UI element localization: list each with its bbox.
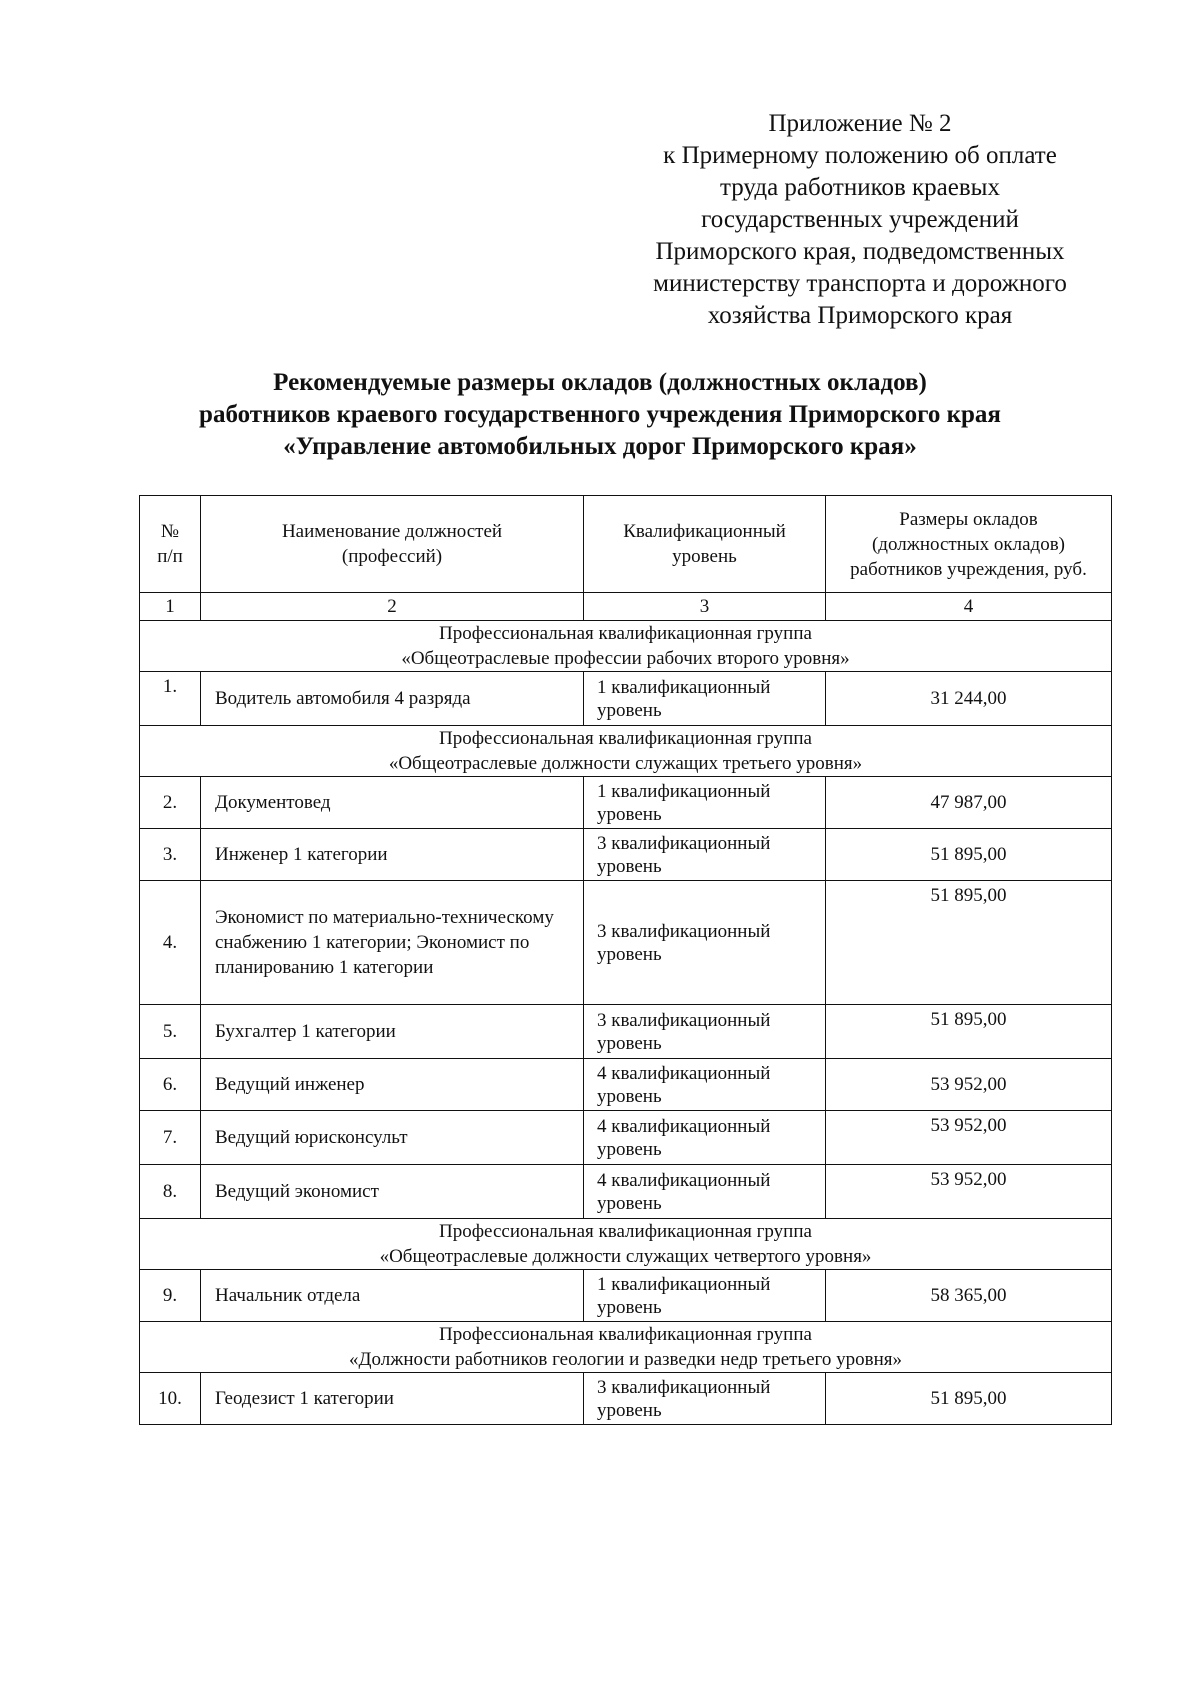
table-row xyxy=(140,1165,1112,1219)
table-row xyxy=(140,829,1112,881)
row-level xyxy=(584,1373,826,1425)
row-salary: 51 895,00 xyxy=(826,1373,1112,1425)
row-num: 6. xyxy=(140,1059,201,1111)
row-level-line: уровень xyxy=(597,1296,662,1318)
row-num: 3. xyxy=(140,829,201,881)
row-salary: 47 987,00 xyxy=(826,777,1112,829)
group-title xyxy=(140,621,1112,672)
header-level-line: уровень xyxy=(672,546,737,567)
row-num: 2. xyxy=(140,777,201,829)
row-level-line: уровень xyxy=(597,855,662,877)
row-salary: 51 895,00 xyxy=(826,1005,1112,1059)
table-row xyxy=(140,1373,1112,1425)
row-name: Документовед xyxy=(201,777,584,829)
column-number: 2 xyxy=(201,593,584,621)
group-title xyxy=(140,1219,1112,1270)
group-row xyxy=(140,1322,1112,1373)
group-row xyxy=(140,621,1112,672)
row-name: Ведущий экономист xyxy=(201,1165,584,1219)
row-salary: 53 952,00 xyxy=(826,1059,1112,1111)
row-salary: 51 895,00 xyxy=(826,881,1112,1005)
group-row xyxy=(140,1219,1112,1270)
row-name: Ведущий юрисконсульт xyxy=(201,1111,584,1165)
row-salary: 53 952,00 xyxy=(826,1165,1112,1219)
header-name-line: (профессий) xyxy=(341,546,443,567)
table-row xyxy=(140,1059,1112,1111)
group-title xyxy=(140,1322,1112,1373)
title-line: Рекомендуемые размеры окладов (должностных окладов) xyxy=(273,369,927,396)
row-level-line: 4 квалификационный xyxy=(597,1169,771,1191)
header-level xyxy=(584,496,826,593)
row-level-line: 3 квалификационный xyxy=(597,1009,771,1031)
row-level xyxy=(584,829,826,881)
appendix-line: министерству транспорта и дорожного xyxy=(653,270,1067,297)
table-row xyxy=(140,1005,1112,1059)
header-salary-line: Размеры окладов xyxy=(899,508,1038,530)
header-salary-line: работников учреждения, руб. xyxy=(850,558,1087,580)
group-title-line: Профессиональная квалификационная группа xyxy=(439,1221,812,1242)
row-level-line: 3 квалификационный xyxy=(597,832,771,854)
column-number: 1 xyxy=(140,593,201,621)
table-header-row xyxy=(140,496,1112,593)
row-name: Инженер 1 категории xyxy=(201,829,584,881)
row-name: Начальник отдела xyxy=(201,1270,584,1322)
table-row xyxy=(140,1270,1112,1322)
document-title xyxy=(60,367,1140,463)
column-number: 4 xyxy=(826,593,1112,621)
appendix-line: Приморского края, подведомственных xyxy=(655,238,1065,265)
row-level xyxy=(584,672,826,726)
group-title-line: «Должности работников геологии и разведки недр третьего уровня» xyxy=(349,1349,902,1370)
row-salary: 58 365,00 xyxy=(826,1270,1112,1322)
header-level-line: Квалификационный xyxy=(623,521,786,542)
group-title-line: Профессиональная квалификационная группа xyxy=(439,728,812,749)
row-level-line: уровень xyxy=(597,803,662,825)
row-level-line: 3 квалификационный xyxy=(597,1376,771,1398)
row-num: 10. xyxy=(140,1373,201,1425)
row-level xyxy=(584,881,826,1005)
row-level xyxy=(584,1270,826,1322)
table-row xyxy=(140,777,1112,829)
group-title xyxy=(140,726,1112,777)
appendix-line: государственных учреждений xyxy=(701,206,1019,233)
row-salary: 53 952,00 xyxy=(826,1111,1112,1165)
row-level xyxy=(584,1165,826,1219)
row-num: 4. xyxy=(140,881,201,1005)
table-row xyxy=(140,1111,1112,1165)
header-num xyxy=(140,496,201,593)
appendix-line: труда работников краевых xyxy=(720,174,1000,201)
row-num: 8. xyxy=(140,1165,201,1219)
group-title-line: «Общеотраслевые должности служащих третьего уровня» xyxy=(388,753,863,774)
header-name xyxy=(201,496,584,593)
column-number: 3 xyxy=(584,593,826,621)
row-level-line: 4 квалификационный xyxy=(597,1115,771,1137)
row-level xyxy=(584,1005,826,1059)
row-num: 5. xyxy=(140,1005,201,1059)
group-title-line: Профессиональная квалификационная группа xyxy=(439,623,812,644)
row-num: 9. xyxy=(140,1270,201,1322)
row-level-line: 1 квалификационный xyxy=(597,780,771,802)
row-level-line: уровень xyxy=(597,1399,662,1421)
row-salary: 51 895,00 xyxy=(826,829,1112,881)
group-title-line: «Общеотраслевые профессии рабочих второго уровня» xyxy=(401,648,850,669)
header-num-line: № xyxy=(160,521,180,542)
column-number-row xyxy=(140,593,1112,621)
group-title-line: «Общеотраслевые должности служащих четвертого уровня» xyxy=(379,1246,872,1267)
row-num: 1. xyxy=(140,672,201,726)
row-level-line: уровень xyxy=(597,1138,662,1160)
table-row xyxy=(140,672,1112,726)
row-level-line: уровень xyxy=(597,943,662,965)
row-level-line: 1 квалификационный xyxy=(597,1273,771,1295)
row-name: Экономист по материально-техническому снабжению 1 категории; Экономист по планированию 1 категории xyxy=(201,881,584,1005)
appendix-line: Приложение № 2 xyxy=(768,110,952,137)
row-level-line: уровень xyxy=(597,1085,662,1107)
header-num-line: п/п xyxy=(157,546,183,567)
row-name: Ведущий инженер xyxy=(201,1059,584,1111)
title-line: «Управление автомобильных дорог Приморского края» xyxy=(283,433,917,460)
row-num: 7. xyxy=(140,1111,201,1165)
row-salary: 31 244,00 xyxy=(826,672,1112,726)
row-level-line: 3 квалификационный xyxy=(597,920,771,942)
appendix-header xyxy=(600,108,1120,332)
salary-table xyxy=(139,495,1112,1425)
row-name: Водитель автомобиля 4 разряда xyxy=(201,672,584,726)
row-level xyxy=(584,1059,826,1111)
title-line: работников краевого государственного учреждения Приморского края xyxy=(199,401,1001,428)
group-row xyxy=(140,726,1112,777)
row-name: Бухгалтер 1 категории xyxy=(201,1005,584,1059)
header-salary-line: (должностных окладов) xyxy=(871,533,1066,555)
header-salary xyxy=(826,496,1112,593)
row-level-line: уровень xyxy=(597,1032,662,1054)
appendix-line: к Примерному положению об оплате xyxy=(663,142,1057,169)
appendix-line: хозяйства Приморского края xyxy=(707,302,1013,329)
row-level-line: 4 квалификационный xyxy=(597,1062,771,1084)
row-name: Геодезист 1 категории xyxy=(201,1373,584,1425)
row-level-line: уровень xyxy=(597,699,662,721)
header-name-line: Наименование должностей xyxy=(281,521,503,542)
row-level-line: 1 квалификационный xyxy=(597,676,771,698)
row-level xyxy=(584,1111,826,1165)
group-title-line: Профессиональная квалификационная группа xyxy=(439,1324,812,1345)
row-level xyxy=(584,777,826,829)
row-level-line: уровень xyxy=(597,1192,662,1214)
table-row xyxy=(140,881,1112,1005)
